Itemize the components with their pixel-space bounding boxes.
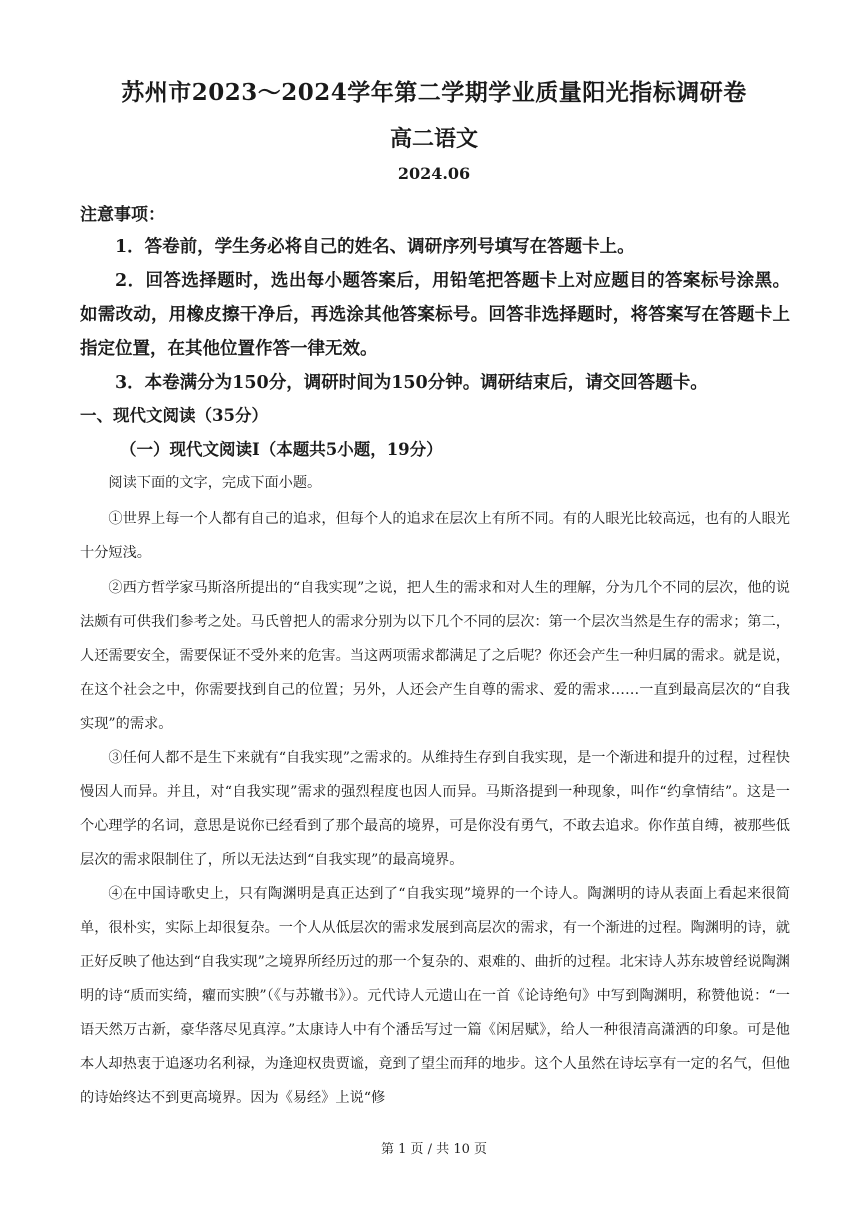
reading-instruction: 阅读下面的文字，完成下面小题。 xyxy=(108,475,322,491)
notice-item: 2．回答选择题时，选出每小题答案后，用铅笔把答题卡上对应题目的答案标号涂黑。如需改动，用橡皮擦干净后，再选涂其他答案标号。回答非选择题时，将答案写在答题卡上指定位置，在其他位置作答一律无效。 xyxy=(80,271,790,359)
passage-paragraph: ②西方哲学家马斯洛所提出的“自我实现”之说，把人生的需求和对人生的理解，分为几个不同的层次，他的说法颇有可供我们参考之处。马氏曾把人的需求分别为以下几个不同的层次：第一个层次当然是生存的需求；第二，人还需要安全，需要保证不受外来的危害。当这两项需求都满足了之后呢？你还会产生一种归属的需求。就是说，在这个社会之中，你需要找到自己的位置；另外，人还会产生自尊的需求、爱的需求……一直到最高层次的“自我实现”的需求。 xyxy=(80,580,790,732)
page-number-footer: 第 1 页 / 共 10 页 xyxy=(381,1142,487,1157)
exam-title: 苏州市2023～2024学年第二学期学业质量阳光指标调研卷 xyxy=(121,79,747,106)
exam-date: 2024.06 xyxy=(397,164,471,183)
notice-item: 3．本卷满分为150分，调研时间为150分钟。调研结束后，请交回答题卡。 xyxy=(115,373,708,393)
passage-paragraph: ①世界上每一个人都有自己的追求，但每个人的追求在层次上有所不同。有的人眼光比较高远，也有的人眼光十分短浅。 xyxy=(80,511,790,561)
notice-heading: 注意事项： xyxy=(80,205,165,225)
notice-item: 1．答卷前，学生务必将自己的姓名、调研序列号填写在答题卡上。 xyxy=(115,237,635,257)
exam-subject: 高二语文 xyxy=(389,126,478,152)
subsection-heading: （一）现代文阅读Ⅰ（本题共5小题，19分） xyxy=(120,440,443,459)
passage-paragraph: ③任何人都不是生下来就有“自我实现”之需求的。从维持生存到自我实现，是一个渐进和提升的过程，过程快慢因人而异。并且，对“自我实现”需求的强烈程度也因人而异。马斯洛提到一种现象，叫作“约拿情结”。这是一个心理学的名词，意思是说你已经看到了那个最高的境界，可是你没有勇气，不敢去追求。你作茧自缚，被那些低层次的需求限制住了，所以无法达到“自我实现”的最高境界。 xyxy=(80,750,790,868)
passage-paragraph: ④在中国诗歌史上，只有陶渊明是真正达到了“自我实现”境界的一个诗人。陶渊明的诗从表面上看起来很简单，很朴实，实际上却很复杂。一个人从低层次的需求发展到高层次的需求，有一个渐进的过程。陶渊明的诗，就正好反映了他达到“自我实现”之境界所经历过的那一个复杂的、艰难的、曲折的过程。北宋诗人苏东坡曾经说陶渊明的诗“质而实绮，癯而实腴”（《与苏辙书》）。元代诗人元遗山在一首《论诗绝句》中写到陶渊明，称赞他说：“一语天然万古新，豪华落尽见真淳。”太康诗人中有个潘岳写过一篇《闲居赋》，给人一种很清高潇洒的印象。可是他本人却热衷于追逐功名利禄，为逢迎权贵贾谧，竟到了望尘而拜的地步。这个人虽然在诗坛享有一定的名气，但他的诗始终达不到更高境界。因为《易经》上说“修 xyxy=(80,886,790,1106)
section-heading: 一、现代文阅读（35分） xyxy=(80,406,268,425)
